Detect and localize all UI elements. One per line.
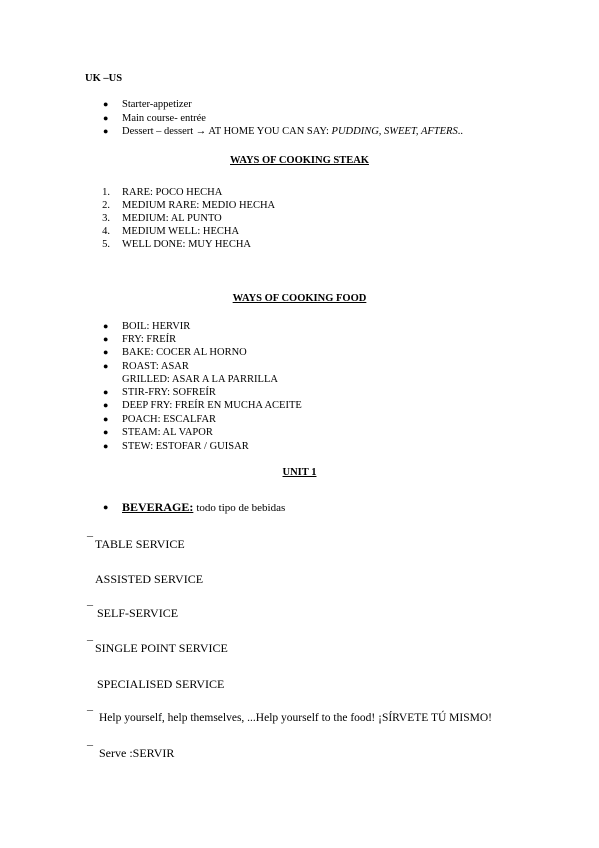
beverage-definition: todo tipo de bebidas bbox=[196, 502, 286, 514]
list-item-sub: GRILLED: ASAR A LA PARRILLA bbox=[122, 374, 278, 385]
bullet-icon: ● bbox=[103, 502, 109, 512]
bullet-icon: ● bbox=[103, 400, 109, 410]
bullet-icon: ● bbox=[103, 126, 109, 136]
bullet-icon: ● bbox=[103, 441, 109, 451]
bullet-icon: ● bbox=[103, 347, 109, 357]
bullet-icon: ● bbox=[103, 334, 109, 344]
dash-mark: ¯ bbox=[87, 638, 93, 652]
bullet-icon: ● bbox=[103, 113, 109, 123]
bullet-icon: ● bbox=[103, 387, 109, 397]
bullet-icon: ● bbox=[103, 99, 109, 109]
dash-mark: ¯ bbox=[87, 743, 93, 757]
uk-us-heading: UK –US bbox=[85, 73, 123, 84]
bullet-icon: ● bbox=[103, 361, 109, 371]
steak-heading: WAYS OF COOKING STEAK bbox=[230, 155, 369, 166]
food-heading: WAYS OF COOKING FOOD bbox=[232, 293, 367, 304]
unit1-heading: UNIT 1 bbox=[282, 467, 317, 478]
bullet-icon: ● bbox=[103, 414, 109, 424]
dash-mark: ¯ bbox=[87, 534, 93, 548]
beverage-term: BEVERAGE: bbox=[122, 500, 194, 514]
bullet-icon: ● bbox=[103, 427, 109, 437]
dash-mark: ¯ bbox=[87, 603, 93, 617]
bullet-icon: ● bbox=[103, 321, 109, 331]
dash-mark: ¯ bbox=[87, 708, 93, 722]
